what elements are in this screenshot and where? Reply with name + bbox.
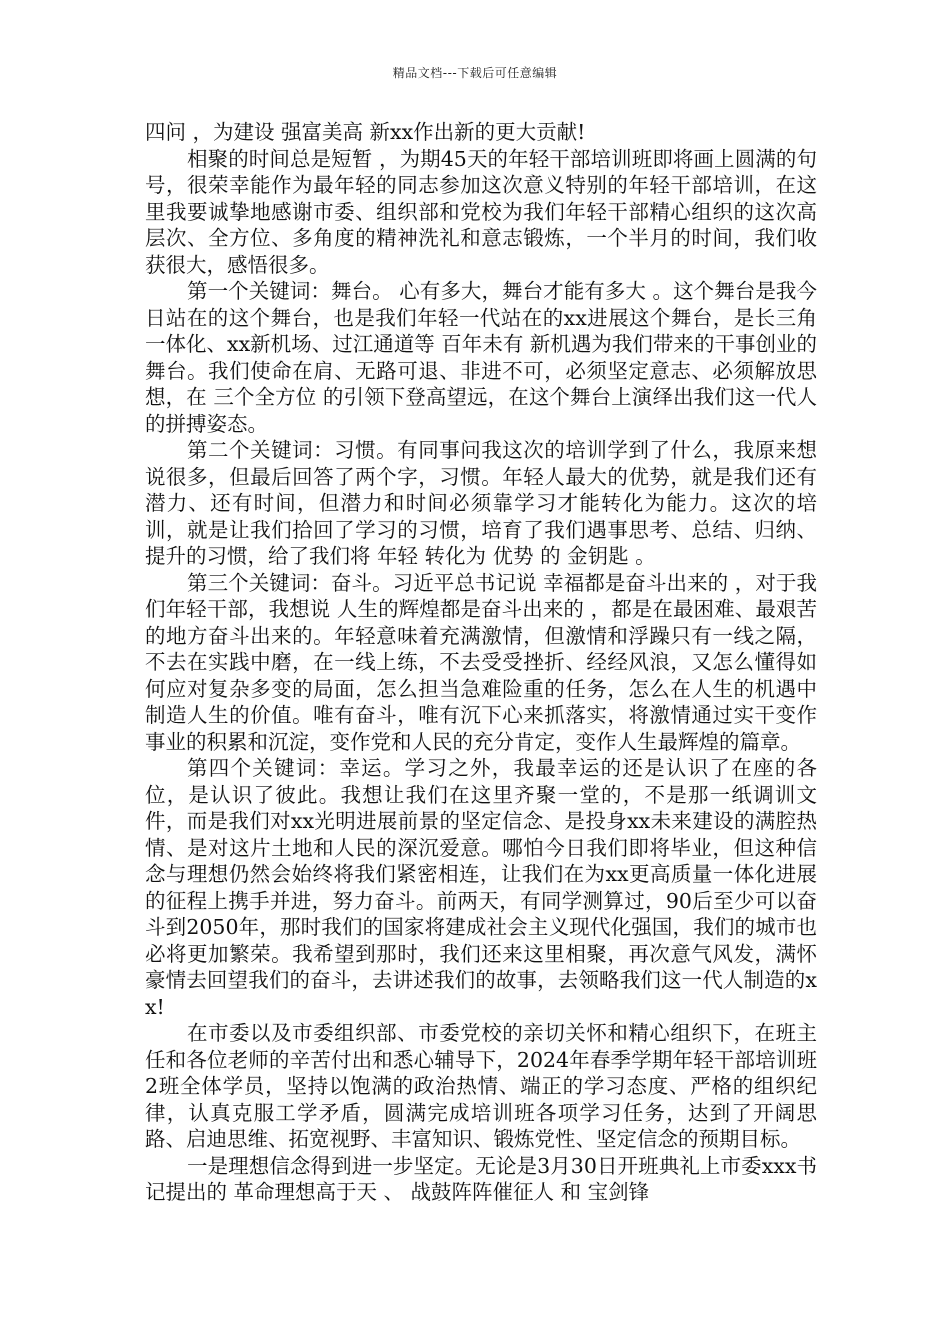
paragraph-5: 第三个关键词：奋斗。习近平总书记说 幸福都是奋斗出来的 ，对于我们年轻干部，我想说 人生的辉煌都是奋斗出来的 ，都是在最困难、最艰苦的地方奋斗出来的。年轻意味着充满激情，但激情和浮躁只有一线之隔，不去在实践中磨，在一线上练，不去受受挫折、经经风浪，又怎么懂得如何应对复杂多变的局面，怎么担当急难险重的任务，怎么在人生的机遇中制造人生的价值。唯有奋斗，唯有沉下心来抓落实，将激情通过实干变作事业的积累和沉淀，变作党和人民的充分肯定，变作人生最辉煌的篇章。 xyxy=(145,570,817,754)
paragraph-4: 第二个关键词：习惯。有同事问我这次的培训学到了什么，我原来想说很多，但最后回答了两个字，习惯。年轻人最大的优势，就是我们还有潜力、还有时间，但潜力和时间必须靠学习才能转化为能力。这次的培训，就是让我们拾回了学习的习惯，培育了我们遇事思考、总结、归纳、提升的习惯，给了我们将 年轻 转化为 优势 的 金钥匙 。 xyxy=(145,438,817,568)
paragraph-6: 第四个关键词：幸运。学习之外，我最幸运的还是认识了在座的各位，是认识了彼此。我想让我们在这里齐聚一堂的，不是那一纸调训文件，而是我们对xx光明进展前景的坚定信念、是投身xx未来建设的满腔热情、是对这片土地和人民的深沉爱意。哪怕今日我们即将毕业，但这种信念与理想仍然会始终将我们紧密相连，让我们在为xx更高质量一体化进展的征程上携手并进，努力奋斗。前两天，有同学测算过，90后至少可以奋斗到2050年，那时我们的国家将建成社会主义现代化强国，我们的城市也必将更加繁荣。我希望到那时，我们还来这里相聚，再次意气风发，满怀豪情去回望我们的奋斗，去讲述我们的故事，去领略我们这一代人制造的xx! xyxy=(145,756,817,1019)
paragraph-3: 第一个关键词：舞台。 心有多大，舞台才能有多大 。这个舞台是我今日站在的这个舞台，也是我们年轻一代站在的xx进展这个舞台，是长三角一体化、xx新机场、过江通道等 百年未有 新机遇为我们带来的干事创业的舞台。我们使命在肩、无路可退、非进不可，必须坚定意志、必须解放思想，在 三个全方位 的引领下登高望远，在这个舞台上演绎出我们这一代人的拼搏姿态。 xyxy=(145,279,817,436)
paragraph-1: 四问 ，为建设 强富美高 新xx作出新的更大贡献! xyxy=(145,120,586,144)
paragraph-8: 一是理想信念得到进一步坚定。无论是3月30日开班典礼上市委xxx书记提出的 革命理想高于天 、 战鼓阵阵催征人 和 宝剑锋 xyxy=(145,1153,817,1204)
paragraph-7: 在市委以及市委组织部、市委党校的亲切关怀和精心组织下，在班主任和各位老师的辛苦付出和悉心辅导下，2024年春季学期年轻干部培训班2班全体学员，坚持以饱满的政治热情、端正的学习态度、严格的组织纪律，认真克服工学矛盾，圆满完成培训班各项学习任务，达到了开阔思路、启迪思维、拓宽视野、丰富知识、锻炼党性、坚定信念的预期目标。 xyxy=(145,1021,817,1151)
paragraph-2: 相聚的时间总是短暂 ，为期45天的年轻干部培训班即将画上圆满的句号，很荣幸能作为最年轻的同志参加这次意义特别的年轻干部培训，在这里我要诚挚地感谢市委、组织部和党校为我们年轻干部精心组织的这次高层次、全方位、多角度的精神洗礼和意志锻炼，一个半月的时间，我们收获很大，感悟很多。 xyxy=(145,146,817,277)
page-header: 精品文档---下载后可任意编辑 xyxy=(392,66,558,80)
document-body xyxy=(145,119,817,1206)
